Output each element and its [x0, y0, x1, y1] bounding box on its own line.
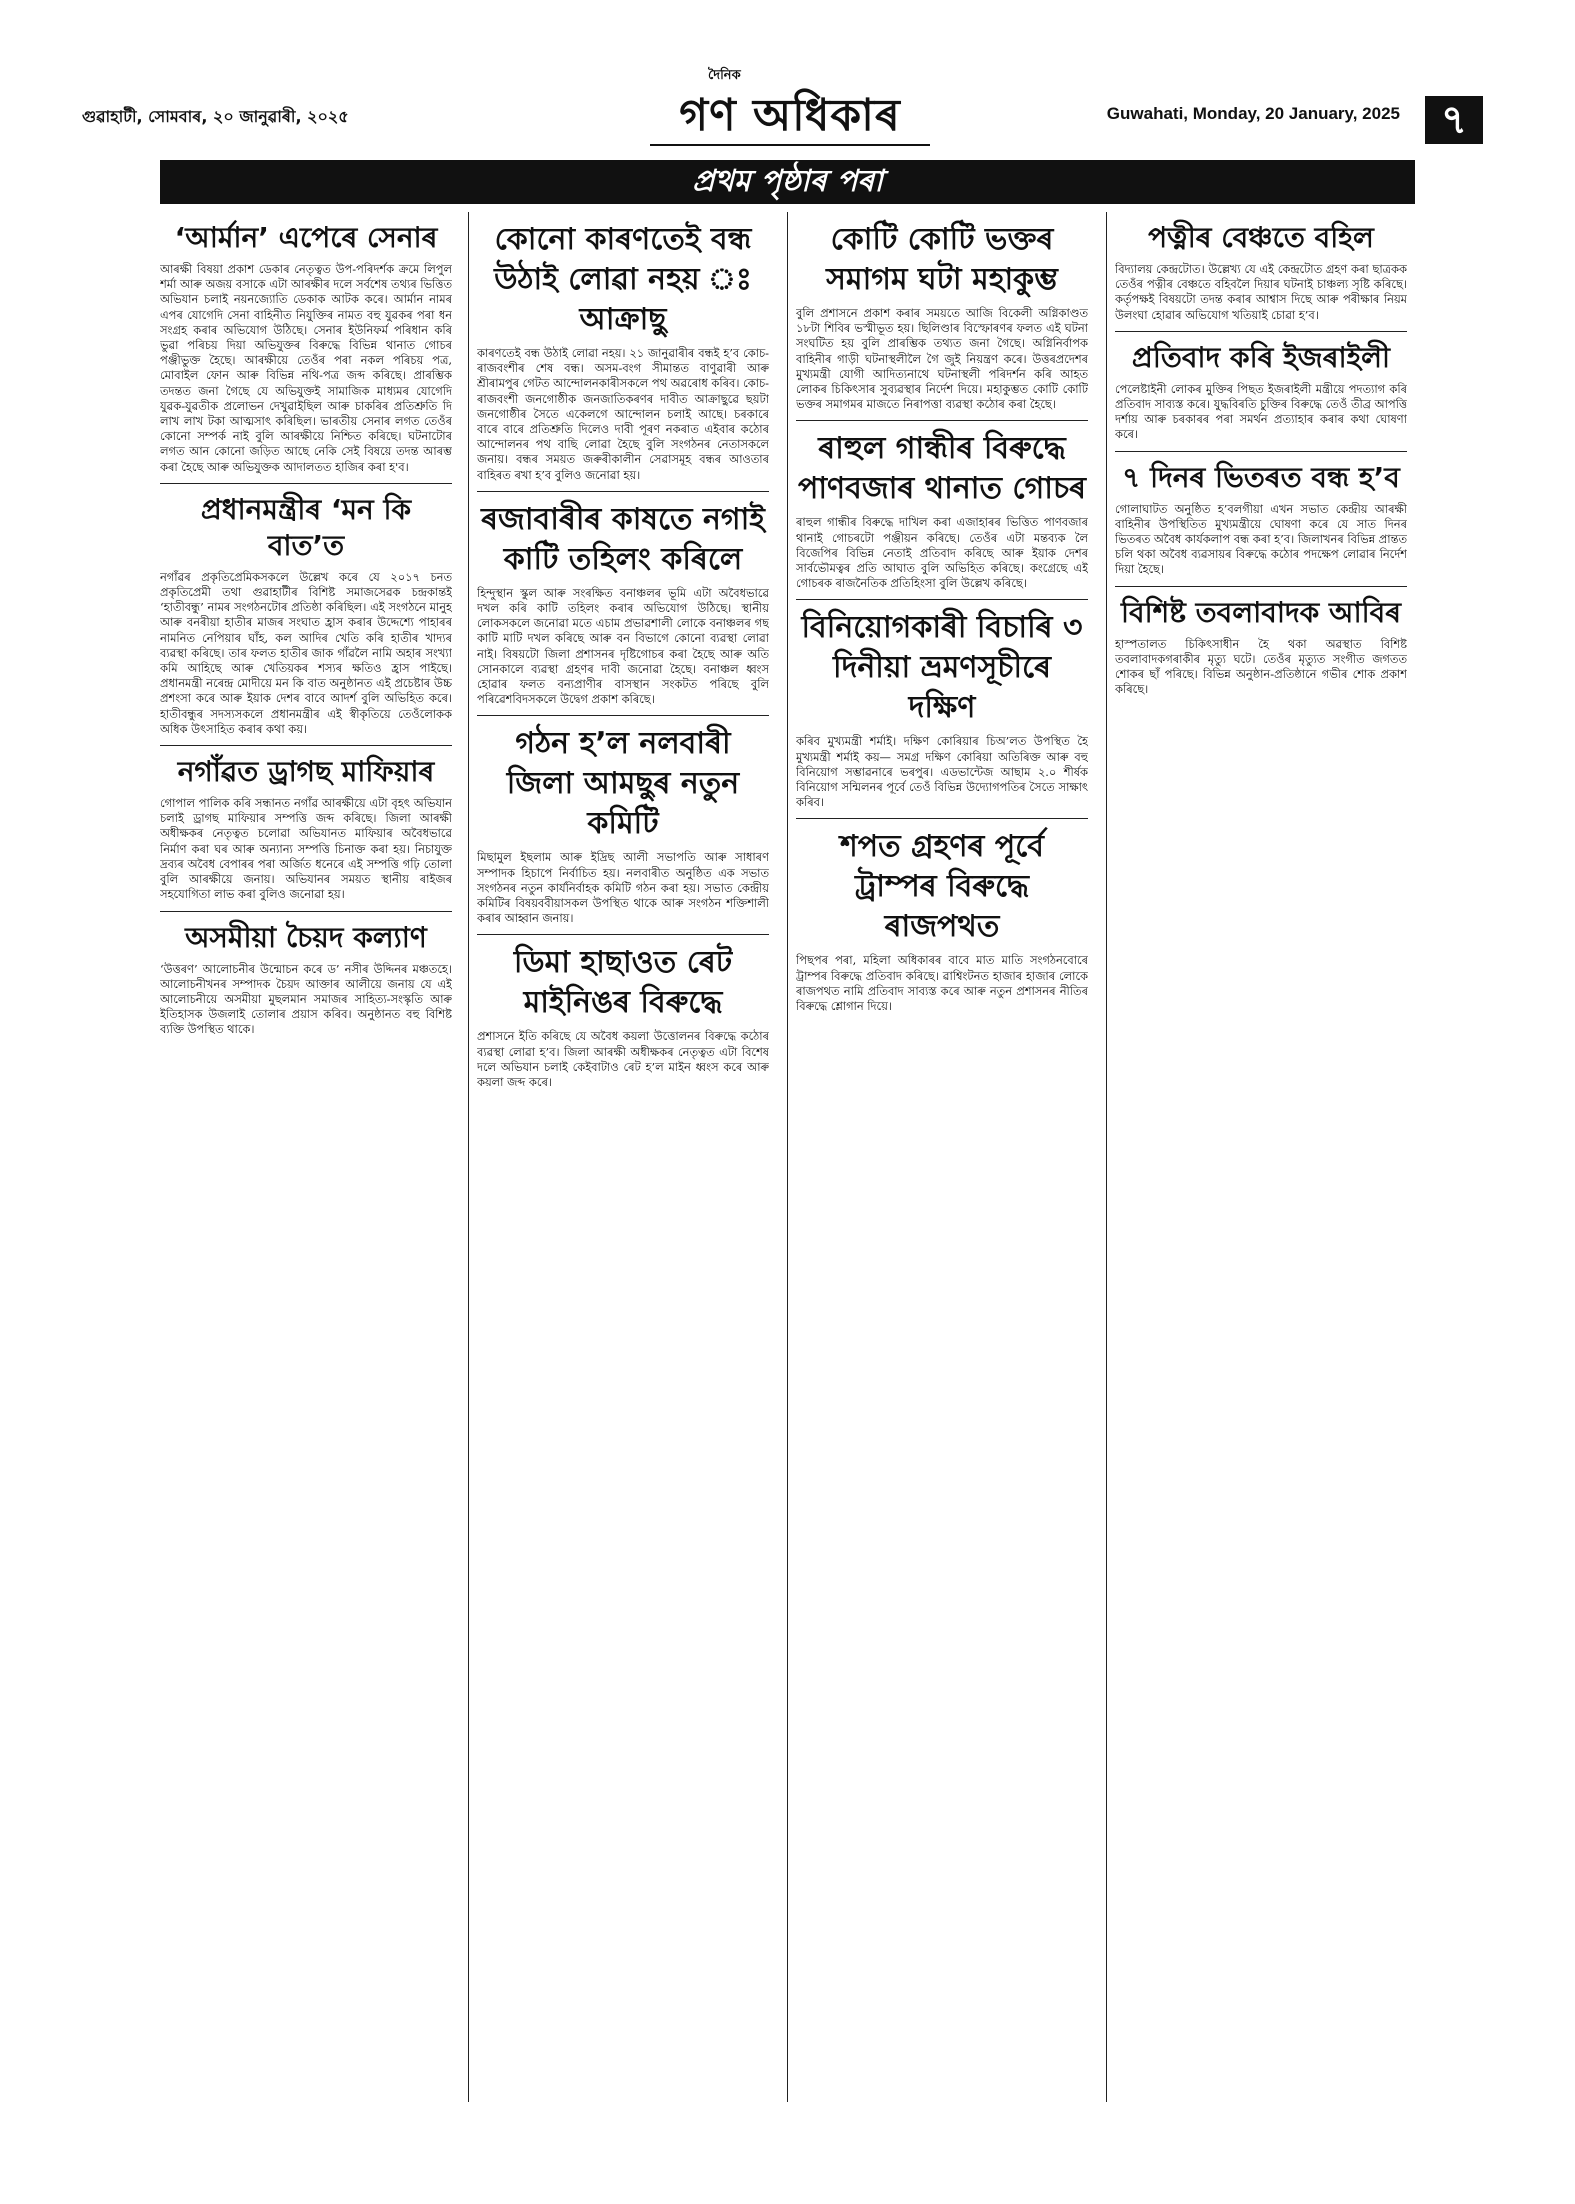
headline: বিনিয়োগকাৰী বিচাৰি ৩ দিনীয়া ভ্ৰমণসূচীৰে দক্ষিণ: [801, 610, 1083, 726]
headline: শপত গ্ৰহণৰ পূৰ্বে ট্ৰাম্পৰ বিৰুদ্ধে ৰাজপথত: [840, 829, 1044, 945]
article-body: মিছামুল ইছলাম আৰু ইদ্ৰিছ আলী সভাপতি আৰু সাধাৰণ সম্পাদক হিচাপে নিৰ্বাচিত হয়। নলবাৰীত অনুষ্ঠিত এক সভাত সংগঠনৰ নতুন কাৰ্যনিৰ্বাহক কমিটি গঠন কৰা হয়। সভাত কেন্দ্ৰীয় কমিটিৰ বিষয়ববীয়াসকল উপস্থিত থাকে আৰু সংগঠন শক্তিশালী কৰাৰ আহ্বান জনায়।: [477, 850, 769, 926]
divider: [796, 818, 1088, 819]
headline: কোটি কোটি ভক্তৰ সমাগম ঘটা মহাকুম্ভ: [826, 222, 1058, 297]
headline: কোনো কাৰণতেই বন্ধ উঠাই লোৱা নহয় ঃ আক্ৰাছু: [494, 222, 752, 337]
divider: [477, 715, 769, 716]
article-body: ‘উত্তৰণ’ আলোচনীৰ উন্মোচন কৰে ড’ নসীৰ উদ্দিনৰ মঞ্চতহে। আলোচনীখনৰ সম্পাদক চৈয়দ আক্তাৰ আলীয়ে জনায় যে এই আলোচনীয়ে অসমীয়া মুছলমান সমাজৰ সাহিত্য-সংস্কৃতি আৰু ইতিহাসক উজলাই তোলাৰ প্ৰয়াস কৰিব। অনুষ্ঠানত বহু বিশিষ্ট ব্যক্তি উপস্থিত থাকে।: [160, 961, 452, 1037]
article-body: কৰিব মুখ্যমন্ত্ৰী শৰ্মাই। দক্ষিণ কোৰিয়াৰ চিঅ’লত উপস্থিত হৈ মুখ্যমন্ত্ৰী শৰ্মাই কয়— সমগ্ৰ দক্ষিণ কোৰিয়া অতিৰিক্ত আৰু বহু বিনিয়োগ সম্ভাৱনাৰে ভৰপুৰ। এডভান্টেজ আছাম ২.০ শীৰ্ষক বিনিয়োগ সন্মিলনৰ পূৰ্বে তেওঁ বিভিন্ন উদ্যোগপতিৰ সৈতে সাক্ষাৎ কৰিব।: [796, 734, 1088, 810]
page-number: ৭: [1425, 96, 1483, 144]
headline: নগাঁৱত ড্ৰাগছ মাফিয়াৰ: [177, 755, 435, 789]
headline: ৰাহুল গান্ধীৰ বিৰুদ্ধে পাণবজাৰ থানাত গোচৰ: [797, 431, 1087, 507]
date-right: Guwahati, Monday, 20 January, 2025: [1106, 104, 1400, 123]
column-rule: [1106, 212, 1107, 2102]
article-body: পিছপৰ পৰা, মহিলা অধিকাৰৰ বাবে মাত মাতি সংগঠনবোৰে ট্ৰাম্পৰ বিৰুদ্ধে প্ৰতিবাদ কৰিছে। ৱাশ্বিংটনত হাজাৰ হাজাৰ লোকে ৰাজপথত নামি প্ৰতিবাদ সাব্যস্ত কৰে আৰু নতুন প্ৰশাসনৰ নীতিৰ বিৰুদ্ধে শ্লোগান দিয়ে।: [796, 953, 1088, 1014]
article-body: বিদ্যালয় কেন্দ্ৰটোত। উল্লেখ্য যে এই কেন্দ্ৰটোত গ্ৰহণ কৰা ছাত্ৰকক তেওঁৰ পত্নীৰ বেঞ্চতে বহিবলৈ দিয়াৰ ঘটনাই চাঞ্চল্য সৃষ্টি কৰিছে। কৰ্তৃপক্ষই বিষয়টো তদন্ত কৰাৰ আশ্বাস দিছে আৰু পৰীক্ষাৰ নিয়ম উলংঘা হোৱাৰ অভিযোগ খতিয়াই চোৱা হ’ব।: [1115, 262, 1407, 322]
headline: অসমীয়া চৈয়দ কল্যাণ: [185, 920, 427, 954]
article-body: ৰাহুল গান্ধীৰ বিৰুদ্ধে দাখিল কৰা এজাহাৰৰ ভিত্তিত পাণবজাৰ থানাই গোচৰটো পঞ্জীয়ন কৰিছে। তেওঁৰ এটা মন্তব্যক লৈ বিজেপিৰ বিভিন্ন নেতাই প্ৰতিবাদ কৰিছে আৰু ইয়াক দেশৰ সাৰ্বভৌমত্বৰ প্ৰতি আঘাত বুলি অভিহিত কৰিছে। কংগ্ৰেছে এই গোচৰক ৰাজনৈতিক প্ৰতিহিংসা বুলি উল্লেখ কৰিছে।: [796, 515, 1088, 591]
headline: ডিমা হাছাওত ৰেট মাইনিঙৰ বিৰুদ্ধে: [513, 945, 733, 1021]
section-banner: প্ৰথম পৃষ্ঠাৰ পৰা: [160, 160, 1415, 204]
divider: [1115, 331, 1407, 332]
article-body: কাৰণতেই বন্ধ উঠাই লোৱা নহয়। ২১ জানুৱাৰীৰ বন্ধই হ’ব কোচ-ৰাজবংশীৰ শেষ বন্ধ। অসম-বংগ সীমান্তত বাণুৱাৰী আৰু শ্ৰীৰামপুৰ গেটত আন্দোলনকাৰীসকলে পথ অৱৰোধ কৰিব। কোচ-ৰাজবংশী জনগোষ্ঠীক জনজাতিকৰণৰ দাবীত আক্ৰাছুৱে ছয়টা জনগোষ্ঠীৰ সৈতে একেলগে আন্দোলন চলাই আছে। চৰকাৰে বাৰে বাৰে প্ৰতিশ্ৰুতি দিলেও দাবী পূৰণ নকৰাত এইবাৰ কঠোৰ আন্দোলনৰ পথ বাছি লোৱা হৈছে বুলি সংগঠনৰ নেতাসকলে জনায়। বন্ধৰ সময়ত জৰুৰীকালীন সেৱাসমূহ বন্ধৰ আওতাৰ বাহিৰত ৰখা হ’ব বুলিও জনোৱা হয়।: [477, 346, 769, 482]
logo-small-text: দৈনিক: [708, 68, 741, 83]
divider: [796, 420, 1088, 421]
headline: বিশিষ্ট তবলাবাদক আবিৰ: [1120, 595, 1402, 629]
article-body: নগাঁৱৰ প্ৰকৃতিপ্ৰেমিকসকলে উল্লেখ কৰে যে ২০১৭ চনত প্ৰকৃতিপ্ৰেমী তথা গুৱাহাটীৰ বিশিষ্ট সমাজসেৱক চন্দ্ৰকান্তই ‘হাতীবন্ধু’ নামৰ সংগঠনটোৰ প্ৰতিষ্ঠা কৰিছিল। এই সংগঠনে মানুহ আৰু বনৰীয়া হাতীৰ মাজৰ সংঘাত হ্ৰাস কৰাৰ উদ্দেশ্যে পাহাৰৰ নামনিত নেপিয়াৰ ঘাঁহ, কল আদিৰ খেতি কৰি হাতীৰ খাদ্যৰ ব্যৱস্থা কৰিছে। তাৰ ফলত হাতীৰ জাক গাঁৱলৈ নামি অহাৰ সংখ্যা কমি আহিছে আৰু খেতিয়কৰ শস্যৰ ক্ষতিও হ্ৰাস পাইছে। প্ৰধানমন্ত্ৰী নৰেন্দ্ৰ মোদীয়ে মন কি বাত অনুষ্ঠানত এই প্ৰচেষ্টাৰ উচ্চ প্ৰশংসা কৰে আৰু ইয়াক দেশৰ বাবে আদৰ্শ বুলি অভিহিত কৰে। হাতীবন্ধুৰ সদস্যসকলে প্ৰধানমন্ত্ৰীৰ এই স্বীকৃতিয়ে তেওঁলোকক অধিক উৎসাহিত কৰাৰ কথা কয়।: [160, 569, 452, 736]
divider: [1115, 586, 1407, 587]
column-4: [1115, 212, 1407, 2112]
divider: [477, 934, 769, 935]
date-left: গুৱাহাটী, সোমবাৰ, ২০ জানুৱাৰী, ২০২৫: [82, 107, 349, 126]
divider: [160, 911, 452, 912]
column-2: [477, 212, 769, 2112]
divider: [477, 491, 769, 492]
headline: প্ৰতিবাদ কৰি ইজৰাইলী: [1131, 340, 1391, 374]
headline: ৭ দিনৰ ভিতৰত বন্ধ হ’ব: [1122, 460, 1400, 494]
divider: [796, 599, 1088, 600]
column-1: [160, 212, 452, 2112]
divider: [160, 483, 452, 484]
column-3: [796, 212, 1088, 2112]
article-body: আৰক্ষী বিষয়া প্ৰকাশ ডেকাৰ নেতৃত্বত উপ-পৰিদৰ্শক ক্ৰমে লিপুল শৰ্মা আৰু অজয় বসাকে এটা আৰক্ষীৰ দলে সৰ্বশেষ তথ্যৰ ভিত্তিত অভিযান চলাই নয়নজ্যোতি ডেকাক আটক কৰে। আৰ্মান নামৰ এপৰ যোগেদি সেনা বাহিনীত নিযুক্তিৰ নামত বহু যুৱকৰ পৰা ধন সংগ্ৰহ কৰাৰ অভিযোগ উঠিছে। সেনাৰ ইউনিফৰ্ম পৰিধান কৰি ভুৱা পৰিচয় দিয়া অভিযুক্তৰ বিৰুদ্ধে বিভিন্ন থানাত গোচৰ পঞ্জীভুক্ত হৈছে। আৰক্ষীয়ে তেওঁৰ পৰা নকল পৰিচয় পত্ৰ, মোবাইল ফোন আৰু বিভিন্ন নথি-পত্ৰ জব্দ কৰিছে। প্ৰাৰম্ভিক তদন্তত জনা গৈছে যে অভিযুক্তই সামাজিক মাধ্যমৰ যোগেদি যুৱক-যুৱতীক প্ৰলোভন দেখুৱাইছিল আৰু চাকৰিৰ প্ৰতিশ্ৰুতি দি লাখ লাখ টকা আত্মসাৎ কৰিছিল। ভাৰতীয় সেনাৰ লগত তেওঁৰ কোনো সম্পৰ্ক নাই বুলি আৰক্ষীয়ে নিশ্চিত কৰিছে। ঘটনাটোৰ লগত আন কোনো জড়িত আছে নেকি সেই বিষয়ে তদন্ত আৰম্ভ কৰা হৈছে আৰু অভিযুক্তক আদালতত হাজিৰ কৰা হ'ব।: [160, 262, 452, 474]
article-body: পেলেষ্টাইনী লোকৰ মুক্তিৰ পিছত ইজৰাইলী মন্ত্ৰীয়ে পদত্যাগ কৰি প্ৰতিবাদ সাব্যস্ত কৰে। যুদ্ধবিৰতি চুক্তিৰ বিৰুদ্ধে তেওঁ তীব্ৰ আপত্তি দৰ্শায় আৰু চৰকাৰৰ পৰা সমৰ্থন প্ৰত্যাহাৰ কৰাৰ কথা ঘোষণা কৰে।: [1115, 381, 1407, 442]
logo-underline: [650, 144, 930, 146]
headline: প্ৰধানমন্ত্ৰীৰ ‘মন কি বাত’ত: [200, 492, 412, 562]
headline: পত্নীৰ বেঞ্চতে বহিল: [1148, 221, 1374, 254]
article-body: হিন্দুস্থান স্কুল আৰু সংৰক্ষিত বনাঞ্চলৰ ভূমি এটা অবৈধভাৱে দখল কৰি কাটি তহিলং কৰাৰ অভিযোগ উঠিছে। স্থানীয় লোকসকলে জনোৱা মতে এচাম প্ৰভাৱশালী লোকে বনাঞ্চলৰ গছ কাটি মাটি দখল কৰিছে আৰু বন বিভাগে কোনো ব্যৱস্থা লোৱা নাই। বিষয়টো জিলা প্ৰশাসনৰ দৃষ্টিগোচৰ কৰা হৈছে আৰু অতি সোনকালে ব্যৱস্থা গ্ৰহণৰ দাবী জনোৱা হৈছে। বনাঞ্চল ধ্বংস হোৱাৰ ফলত বন্যপ্ৰাণীৰ বাসস্থান সংকটত পৰিছে বুলি পৰিৱেশবিদসকলে উদ্বেগ প্ৰকাশ কৰিছে।: [477, 585, 769, 707]
column-rule: [787, 212, 788, 2102]
headline: ‘আৰ্মান’ এপেৰে সেনাৰ: [174, 221, 438, 254]
article-body: বুলি প্ৰশাসনে প্ৰকাশ কৰাৰ সময়তে আজি বিকেলী অগ্নিকাণ্ডত ১৮টা শিবিৰ ভস্মীভূত হয়। ছিলিণ্ডাৰ বিস্ফোৰণৰ ফলত এই ঘটনা সংঘটিত হয় বুলি প্ৰাৰম্ভিক তথ্যত জনা গৈছে। অগ্নিনিৰ্বাপক বাহিনীৰ গাড়ী ঘটনাস্থলীলৈ গৈ জুই নিয়ন্ত্ৰণ কৰে। উত্তৰপ্ৰদেশৰ মুখ্যমন্ত্ৰী যোগী আদিত্যনাথে ঘটনাস্থলী পৰিদৰ্শন কৰি আহত লোকৰ চিকিৎসাৰ সুব্যৱস্থাৰ নিৰ্দেশ দিয়ে। মহাকুম্ভত কোটি কোটি ভক্তৰ সমাগমৰ মাজতে নিৰাপত্তা ব্যৱস্থা কঠোৰ কৰা হৈছে।: [796, 306, 1088, 412]
masthead: [0, 60, 1575, 150]
article-body: হাস্পতালত চিকিৎসাধীন হৈ থকা অৱস্থাত বিশিষ্ট তবলাবাদকগৰাকীৰ মৃত্যু ঘটে। তেওঁৰ মৃত্যুত সংগীত জগতত শোকৰ ছাঁ পৰিছে। বিভিন্ন অনুষ্ঠান-প্ৰতিষ্ঠানে গভীৰ শোক প্ৰকাশ কৰিছে।: [1115, 636, 1407, 697]
divider: [160, 745, 452, 746]
headline: গঠন হ’ল নলবাৰী জিলা আমছুৰ নতুন কমিটি: [506, 726, 740, 842]
logo-main-text: গণ অধিকাৰ: [679, 90, 901, 141]
headline: ৰজাবাৰীৰ কাষতে নগাই কাটি তহিলং কৰিলে: [481, 501, 765, 577]
newspaper-logo: [640, 60, 940, 150]
article-body: প্ৰশাসনে ইতি কৰিছে যে অবৈধ কয়লা উত্তোলনৰ বিৰুদ্ধে কঠোৰ ব্যৱস্থা লোৱা হ’ব। জিলা আৰক্ষী অধীক্ষকৰ নেতৃত্বত এটা বিশেষ দলে অভিযান চলাই কেইবাটাও ৰেট হ’ল মাইন ধ্বংস কৰে আৰু কয়লা জব্দ কৰে।: [477, 1029, 769, 1090]
divider: [1115, 451, 1407, 452]
column-rule: [468, 212, 469, 2102]
article-body: গোপাল পালিক কৰি সন্ধানত নগাঁৱ আৰক্ষীয়ে এটা বৃহৎ অভিযান চলাই ড্ৰাগছ মাফিয়াৰ সম্পত্তি জব্দ কৰিছে। জিলা আৰক্ষী অধীক্ষকৰ নেতৃত্বত চলোৱা অভিযানত মাফিয়াৰ অবৈধভাৱে নিৰ্মাণ কৰা ঘৰ আৰু অন্যান্য সম্পত্তি চিনাক্ত কৰা হয়। নিচাযুক্ত দ্ৰব্যৰ অবৈধ বেপাৰৰ পৰা অৰ্জিত ধনেৰে এই সম্পত্তি গঢ়ি তোলা বুলি আৰক্ষীয়ে জনায়। অভিযানৰ সময়ত স্থানীয় ৰাইজৰ সহযোগিতা লাভ কৰা বুলিও জনোৱা হয়।: [160, 796, 452, 902]
article-body: গোলাঘাটত অনুষ্ঠিত হ’বলগীয়া এখন সভাত কেন্দ্ৰীয় আৰক্ষী বাহিনীৰ উপস্থিতিত মুখ্যমন্ত্ৰীয়ে ঘোষণা কৰে যে সাত দিনৰ ভিতৰত অবৈধ কাৰ্যকলাপ বন্ধ কৰা হ’ব। জিলাখনৰ বিভিন্ন প্ৰান্তত চলি থকা অবৈধ ব্যৱসায়ৰ বিৰুদ্ধে কঠোৰ পদক্ষেপ লোৱাৰ নিৰ্দেশ দিয়া হৈছে।: [1115, 501, 1407, 577]
